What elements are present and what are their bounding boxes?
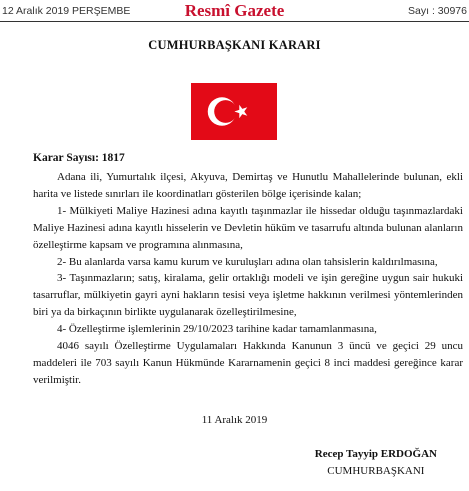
gazette-name: Resmî Gazete bbox=[184, 1, 285, 20]
header-date: 12 Aralık 2019 PERŞEMBE bbox=[2, 5, 131, 17]
header-divider bbox=[0, 21, 469, 22]
decision-number: Karar Sayısı: 1817 bbox=[33, 152, 125, 164]
signer-name: Recep Tayyip ERDOĞAN bbox=[314, 448, 437, 460]
body-paragraph: 3- Taşınmazların; satış, kiralama, gelir ortaklığı modeli ve işin gereğine uygun sair hukuki tasarruflar, mülkiyetin gayri ayni hakların tesisi veya işletme hakkının verilmesi yöntemlerinden biri ya da birkaçının birlikte uygulanarak özelleştirilmesine, bbox=[33, 272, 463, 319]
decision-body bbox=[33, 169, 463, 389]
body-paragraph: 4- Özelleştirme işlemlerinin 29/10/2023 tarihine kadar tamamlanmasına, bbox=[57, 323, 377, 336]
body-paragraph: 2- Bu alanlarda varsa kamu kurum ve kuruluşları adına olan tahsislerin kaldırılmasına, bbox=[57, 255, 438, 268]
gazette-header bbox=[0, 0, 469, 22]
body-paragraph: 4046 sayılı Özelleştirme Uygulamaları Hakkında Kanunun 3 üncü ve geçici 29 uncu maddeleri ile 703 sayılı Kanun Hükmünde Kararnamenin geçici 8 inci maddesi gereğince karar verilmiştir. bbox=[33, 340, 463, 386]
page-title: CUMHURBAŞKANI KARARI bbox=[148, 38, 321, 52]
body-paragraph: 1- Mülkiyeti Maliye Hazinesi adına kayıtlı taşınmazlar ile hissedar olduğu taşınmazlardaki Maliye Hazinesi adına kayıtlı hisselerin ve Devletin hüküm ve tasarrufu altında bulunan alanların özelleştirme kapsam ve programına alınmasına, bbox=[33, 204, 463, 251]
decision-date: 11 Aralık 2019 bbox=[201, 414, 268, 426]
signer-title: CUMHURBAŞKANI bbox=[327, 465, 425, 477]
issue-number: Sayı : 30976 bbox=[408, 5, 467, 17]
signature-block bbox=[315, 448, 437, 477]
turkish-flag-icon bbox=[191, 83, 277, 140]
body-paragraph: Adana ili, Yumurtalık ilçesi, Akyuva, Demirtaş ve Hunutlu Mahallelerinde bulunan, ekli harita ve listede sınırları ile koordinatları gösterilen bölge içerisinde kalan; bbox=[33, 171, 463, 200]
